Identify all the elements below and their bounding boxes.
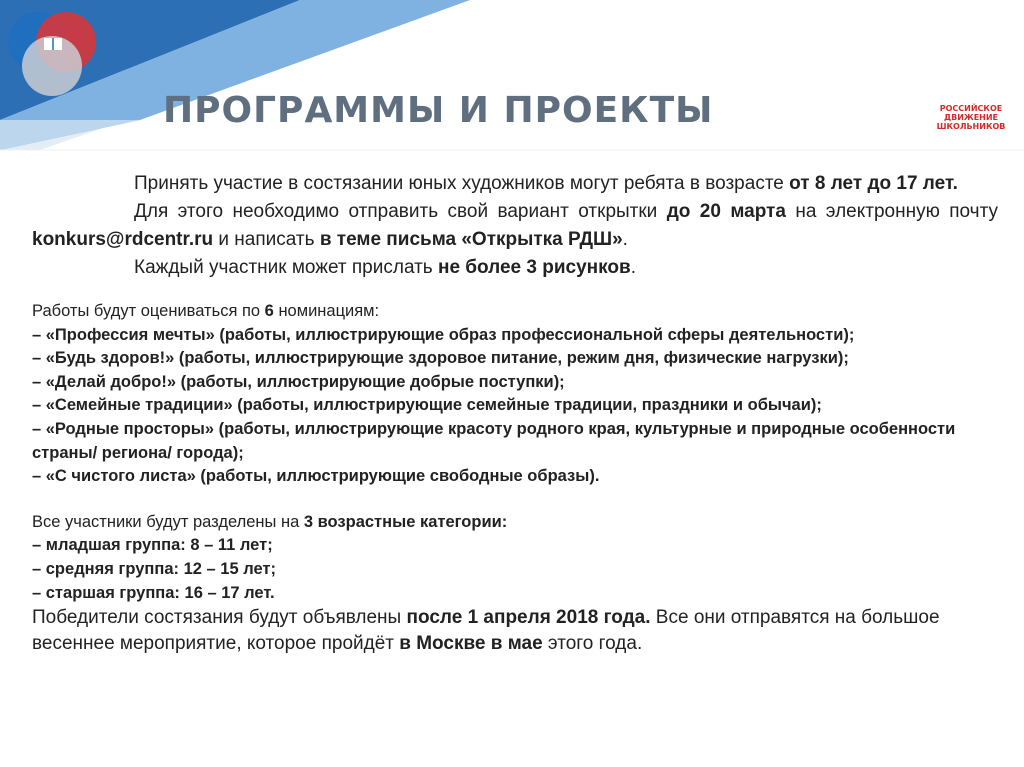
contact-email: konkurs@rdcentr.ru — [32, 229, 214, 250]
drawing-limit: не более 3 рисунков — [437, 257, 631, 278]
list-item: – «Будь здоров!» (работы, иллюстрирующие здоровое питание, режим дня, физические нагрузки); — [32, 349, 849, 368]
outro-paragraph — [32, 605, 998, 657]
list-item: – «Профессия мечты» (работы, иллюстрирующие образ профессиональной сферы деятельности); — [32, 325, 855, 344]
text: этого года. — [542, 633, 643, 655]
text: номинациям: — [273, 302, 380, 320]
logo-caption: РОССИЙСКОЕ ДВИЖЕНИЕ ШКОЛЬНИКОВ — [936, 104, 1006, 131]
text: Все они отправятся на большое весеннее мероприятие, которое пройдёт — [32, 607, 940, 655]
event-location: в Москве в мае — [399, 633, 543, 655]
categories-list — [32, 534, 998, 605]
age-range: от 8 лет до 17 лет. — [789, 173, 958, 194]
list-item: – «Делай добро!» (работы, иллюстрирующие добрые поступки); — [32, 372, 565, 391]
text: Работы будут оцениваться по — [32, 302, 265, 320]
results-date: после 1 апреля 2018 года. — [406, 607, 651, 629]
spacer — [32, 489, 998, 511]
list-item: – средняя группа: 12 – 15 лет; — [32, 559, 277, 578]
list-item: – младшая группа: 8 – 11 лет; — [32, 536, 273, 555]
nominations-count: 6 — [264, 302, 274, 320]
list-item: – «Семейные традиции» (работы, иллюстрирующие семейные традиции, праздники и обычаи); — [32, 396, 822, 415]
nominations-section — [32, 300, 998, 489]
text: и написать — [213, 229, 320, 250]
intro-paragraph — [32, 198, 998, 254]
header — [0, 0, 1024, 160]
list-item: – «С чистого листа» (работы, иллюстрирующие свободные образы). — [32, 467, 600, 486]
text: Для этого необходимо отправить свой вариант открытки — [134, 201, 667, 222]
header-banner-graphic — [0, 0, 1024, 160]
email-subject: в теме письма «Открытка РДШ» — [319, 229, 623, 250]
deadline: до 20 марта — [666, 201, 786, 222]
content — [32, 170, 998, 657]
text: . — [622, 229, 628, 250]
intro-paragraph — [32, 170, 998, 198]
text: Принять участие в состязании юных художников могут ребята в возрасте — [134, 173, 790, 194]
list-item: – старшая группа: 16 – 17 лет. — [32, 583, 275, 602]
nominations-list — [32, 324, 998, 489]
page-title: ПРОГРАММЫ И ПРОЕКТЫ — [163, 90, 714, 131]
nominations-lead — [32, 300, 998, 324]
intro-paragraph — [32, 254, 998, 282]
text: Все участники будут разделены на — [32, 512, 304, 531]
text: Каждый участник может прислать — [134, 257, 438, 278]
categories-lead — [32, 511, 998, 535]
text: на электронную почту — [785, 201, 998, 222]
list-item: – «Родные просторы» (работы, иллюстрирующие красоту родного края, культурные и природные особенности страны/ региона/ города); — [32, 419, 956, 462]
rdsh-logo-icon — [0, 0, 106, 132]
categories-section — [32, 511, 998, 605]
categories-count: 3 возрастные категории: — [303, 512, 508, 531]
text: Победители состязания будут объявлены — [32, 607, 407, 629]
text: . — [630, 257, 636, 278]
intro — [32, 170, 998, 282]
